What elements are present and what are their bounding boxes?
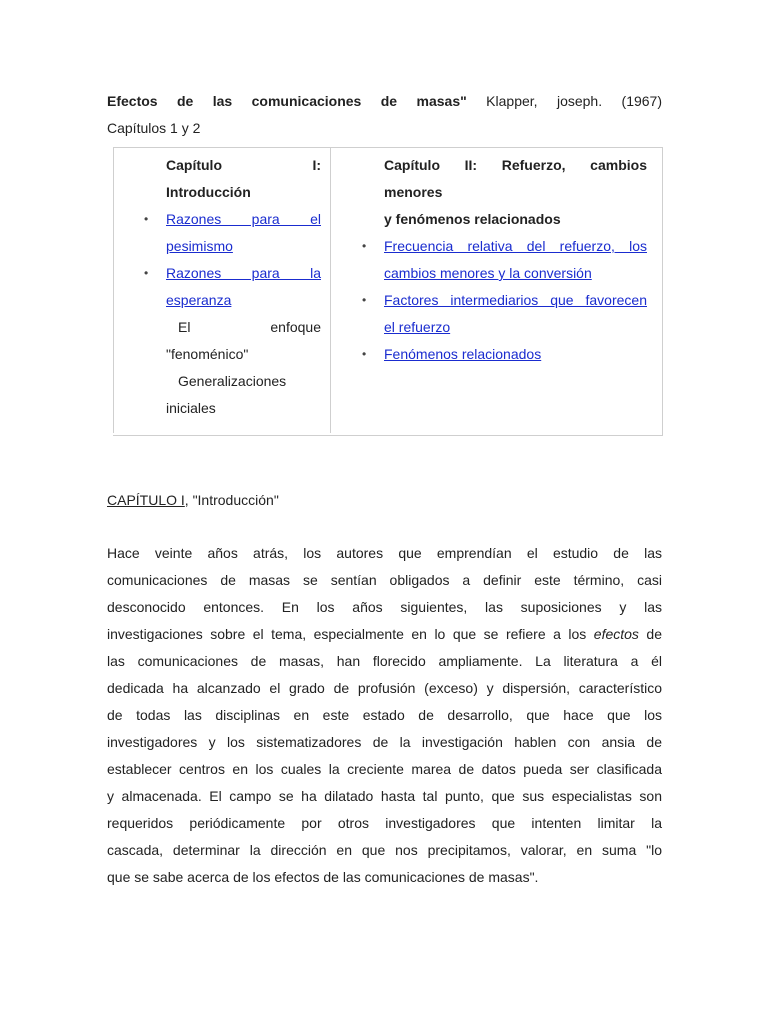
paragraph-line: Hace veinte años atrás, los autores que emprendían el estudio de las — [107, 545, 662, 561]
right-heading-line3: y fenómenos relacionados — [384, 211, 561, 227]
bullet-icon: • — [362, 347, 367, 361]
link-factores-intermediarios[interactable]: Factores intermediarios que favorecen — [384, 292, 647, 308]
plain-item-line1: Generalizaciones — [178, 373, 287, 389]
link-razones-pesimismo[interactable]: Razones para el — [166, 211, 321, 227]
plain-item-line2: iniciales — [166, 400, 216, 416]
paragraph-line: de todas las disciplinas en este estado de desarrollo, que hace que los — [107, 707, 662, 723]
link-razones-esperanza-cont[interactable]: esperanza — [166, 292, 232, 308]
paragraph-line: investigadores y los sistematizadores de la investigación hablen con ansia de — [107, 734, 662, 750]
paragraph-line: que se sabe acerca de los efectos de las comunicaciones de masas". — [107, 869, 539, 885]
link-razones-pesimismo-cont[interactable]: pesimismo — [166, 238, 233, 254]
section-title-rest: , "Introducción" — [184, 492, 279, 508]
table-column-left — [144, 152, 321, 422]
left-heading-line1: Capítulo I: — [166, 157, 321, 173]
author-year: Klapper, joseph. (1967) — [486, 93, 662, 109]
title-bold: Efectos de las comunicaciones de masas" — [107, 93, 467, 109]
list-item[interactable] — [362, 341, 647, 368]
list-item[interactable] — [144, 260, 321, 314]
link-frecuencia-relativa-cont[interactable]: cambios menores y la conversión — [384, 265, 592, 281]
list-item[interactable] — [144, 206, 321, 260]
italic-word: efectos — [593, 626, 639, 642]
list-item[interactable] — [362, 287, 647, 341]
header-line1 — [107, 88, 662, 115]
paragraph-line-with-italic — [107, 621, 662, 648]
link-frecuencia-relativa[interactable]: Frecuencia relativa del refuerzo, los — [384, 238, 647, 254]
paragraph-line: requeridos periódicamente por otros investigadores que intenten limitar la — [107, 815, 662, 831]
right-heading-line2: menores — [384, 184, 443, 200]
chapters-line: Capítulos 1 y 2 — [107, 120, 201, 136]
paragraph-line: las comunicaciones de masas, han florecido ampliamente. La literatura a él — [107, 653, 662, 669]
paragraph-line: y almacenada. El campo se ha dilatado hasta tal punto, que sus especialistas son — [107, 788, 662, 804]
body-paragraph — [107, 540, 662, 891]
paragraph-line: comunicaciones de masas se sentían obligados a definir este término, casi — [107, 572, 662, 588]
link-fenomenos-relacionados[interactable]: Fenómenos relacionados — [384, 346, 542, 362]
link-razones-esperanza[interactable]: Razones para la — [166, 265, 321, 281]
paragraph-line: establecer centros en los cuales la creciente marea de datos pueda ser clasificada — [107, 761, 662, 777]
plain-item-line2: "fenoménico" — [166, 346, 249, 362]
bullet-icon: • — [362, 239, 367, 253]
bullet-icon: • — [144, 266, 149, 280]
plain-item-line1: El enfoque — [178, 319, 321, 335]
paragraph-line: dedicada ha alcanzado el grado de profusión (exceso) y dispersión, característico — [107, 680, 662, 696]
table-column-right — [362, 152, 647, 368]
paragraph-line: cascada, determinar la dirección en que nos precipitamos, valorar, en suma "lo — [107, 842, 662, 858]
bullet-icon: • — [362, 293, 367, 307]
document-header — [107, 88, 662, 142]
bullet-icon: • — [144, 212, 149, 226]
paragraph-line: desconocido entonces. En los años siguientes, las suposiciones y las — [107, 599, 662, 615]
section-title — [107, 487, 279, 514]
contents-table — [113, 147, 663, 436]
section-title-chapter: CAPÍTULO I — [107, 492, 185, 508]
right-heading-line1: Capítulo II: Refuerzo, cambios — [384, 157, 647, 173]
list-item[interactable] — [362, 233, 647, 287]
paragraph-line-text: investigaciones sobre el tema, especialmente en lo que se refiere a los — [107, 626, 587, 642]
link-factores-intermediarios-cont[interactable]: el refuerzo — [384, 319, 451, 335]
paragraph-line-tail: de — [638, 626, 662, 642]
left-heading-line2: Introducción — [166, 184, 251, 200]
